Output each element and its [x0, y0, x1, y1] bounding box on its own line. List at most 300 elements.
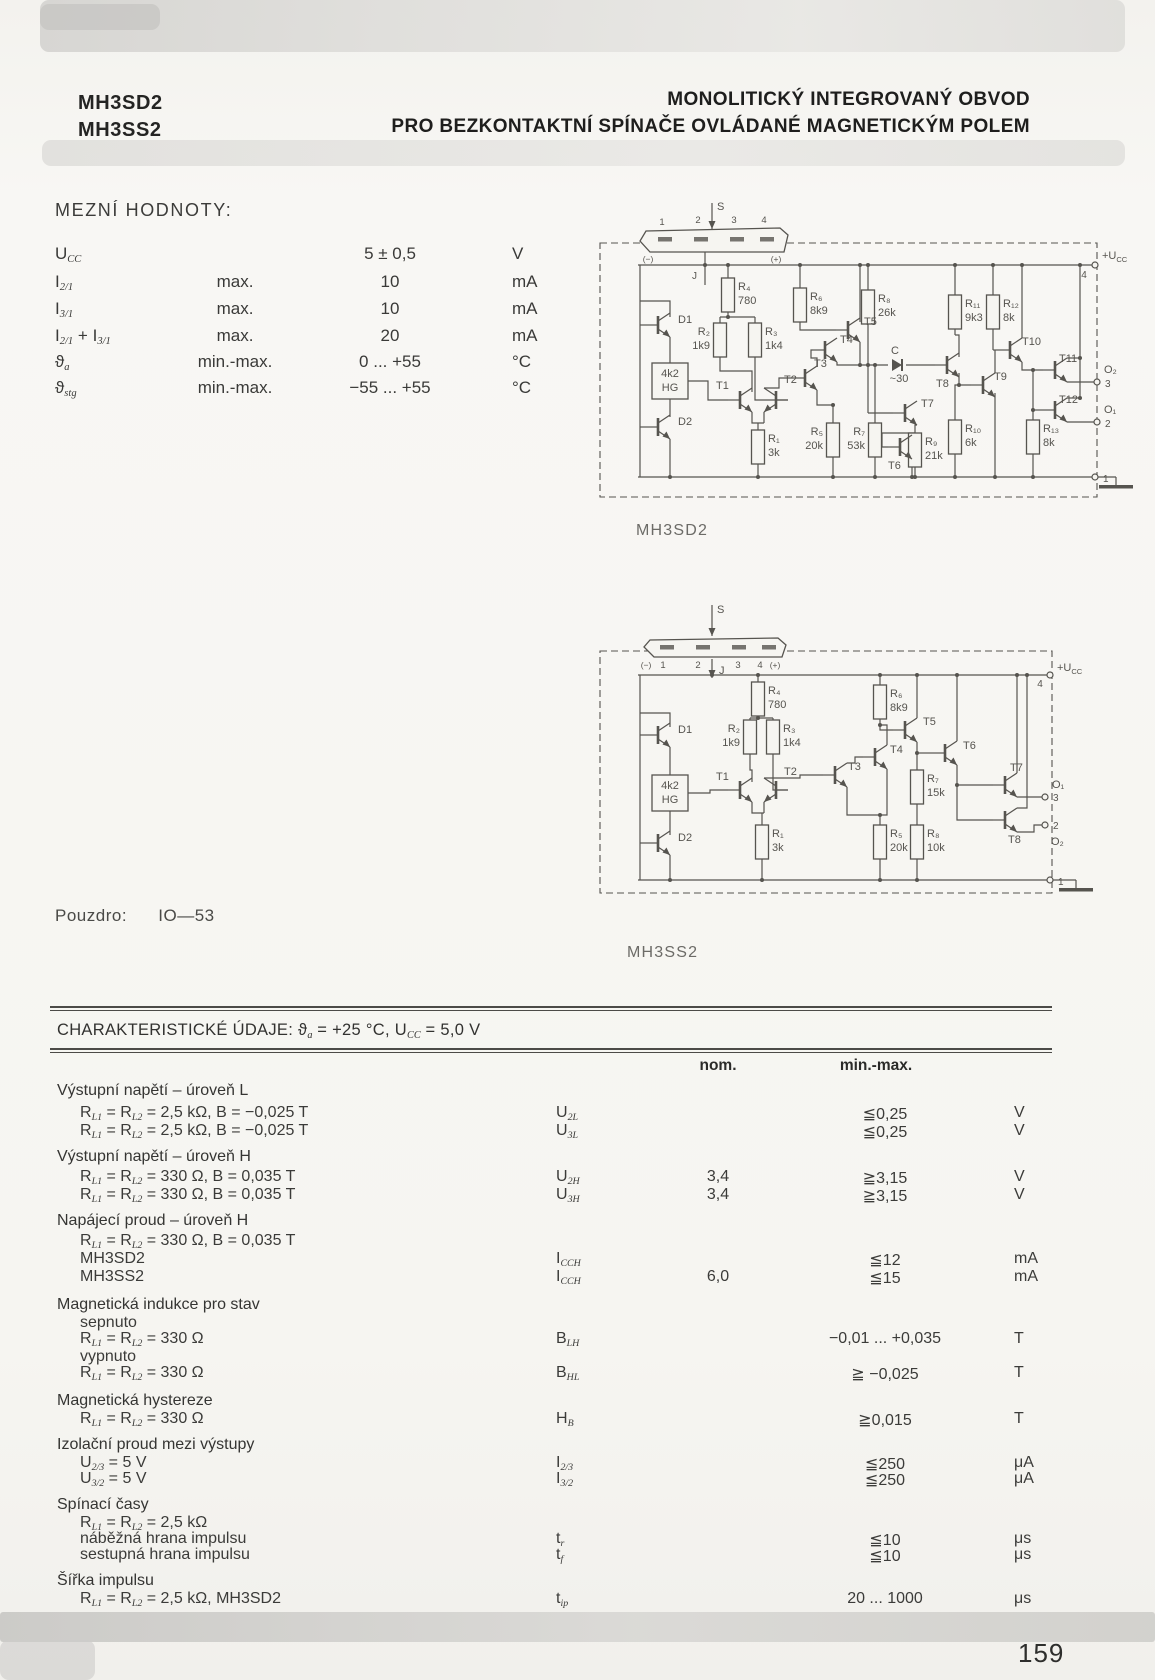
pin-label: (−) [642, 254, 654, 264]
char-minmax: ≧0,015 [858, 1412, 912, 1429]
char-condition: $U_{3/2} = 5$ V [80, 1470, 147, 1489]
component-label: D2 [678, 832, 693, 844]
part-number-2: MH3SS2 [78, 119, 162, 141]
resistor-symbol [714, 323, 727, 357]
char-unit: T [1014, 1364, 1024, 1381]
component-label: R₁₀ [965, 423, 982, 435]
char-condition: MH3SS2 [80, 1268, 145, 1285]
component-label: S [717, 201, 725, 213]
char-symbol: $I_{3/2}$ [556, 1470, 574, 1489]
wire [640, 301, 670, 317]
pin-label: 4 [1081, 270, 1087, 281]
char-row-data [0, 1104, 1155, 1124]
char-symbol: $U_{2H}$ [556, 1168, 580, 1187]
wire [800, 322, 836, 330]
schematic-mh3ss2 [590, 585, 1150, 912]
resistor-symbol [744, 720, 757, 754]
terminal [1042, 822, 1048, 828]
component-label: R₅ [810, 426, 823, 438]
char-row-data [0, 1268, 1155, 1288]
char-symbol: $H_B$ [556, 1410, 574, 1429]
resistor-symbol [911, 770, 924, 804]
char-symbol: $t_f$ [556, 1546, 564, 1565]
limit-unit: °C [512, 352, 532, 371]
package-pin [694, 237, 708, 242]
component-label: T5 [923, 716, 936, 728]
char-minmax: ≦15 [869, 1270, 901, 1287]
junction-dot [756, 673, 760, 677]
resistor-symbol [752, 430, 765, 464]
package-label-key: Pouzdro: [55, 906, 128, 925]
scan-smudge-top-left [40, 4, 160, 30]
char-row-group [0, 1296, 1155, 1316]
resistor-symbol [987, 295, 1000, 329]
limit-unit: mA [512, 326, 538, 345]
wire [837, 362, 888, 365]
char-row-sub [0, 1232, 1155, 1252]
pin-label: O₁ [1052, 779, 1065, 791]
junction-dot [913, 475, 917, 479]
char-condition: Výstupní napětí – úroveň L [57, 1082, 249, 1099]
char-row-data [0, 1470, 1155, 1490]
pin-label: 1 [1058, 877, 1064, 888]
package-pin [762, 645, 776, 650]
char-unit: μs [1014, 1546, 1032, 1563]
component-label: T3 [814, 358, 827, 370]
junction-dot [1031, 408, 1035, 412]
resistor-symbol [874, 685, 887, 719]
component-label: T3 [848, 761, 861, 773]
pin-label: (+) [769, 660, 781, 670]
package-pin [730, 237, 744, 242]
junction-dot [878, 723, 882, 727]
char-condition: Magnetická indukce pro stav [57, 1296, 260, 1313]
char-row-group [0, 1082, 1155, 1102]
char-condition: $R_{L1} = R_{L2} = 330$ Ω, B = 0,035 T [80, 1232, 296, 1251]
wire [955, 385, 959, 420]
junction-dot [866, 263, 870, 267]
pin-label: 4 [757, 660, 763, 671]
circuit-boundary [600, 651, 1052, 893]
char-symbol: $U_{2L}$ [556, 1104, 579, 1123]
component-label: 3k [768, 447, 780, 459]
pin-label: (+) [770, 254, 782, 264]
junction-dot [873, 475, 877, 479]
component-label: T12 [1059, 394, 1078, 406]
char-minmax: ≦0,25 [862, 1124, 908, 1141]
limit-qualifier: max. [216, 326, 254, 345]
resistor-symbol [794, 288, 807, 322]
component-label: 26k [878, 307, 896, 319]
pin-label: 3 [735, 660, 741, 671]
junction-dot [915, 751, 919, 755]
component-label: T1 [716, 380, 729, 392]
package-pin [658, 237, 672, 242]
terminal [1042, 794, 1048, 800]
component-label: 780 [768, 699, 787, 711]
package-label-value: IO—53 [158, 906, 215, 925]
char-row-group [0, 1148, 1155, 1168]
component-label: R₈ [878, 293, 891, 305]
junction-dot [915, 878, 919, 882]
component-label: R₁₃ [1043, 423, 1060, 435]
pin-label: 3 [1053, 793, 1059, 804]
scan-smudge-bottom-left [0, 1640, 95, 1680]
component-label: T5 [864, 316, 877, 328]
resistor-symbol [1027, 420, 1040, 454]
component-label: 6k [965, 437, 977, 449]
pin-label: (−) [640, 660, 652, 670]
pin-label: 4 [761, 215, 767, 226]
component-label: R₄ [738, 281, 751, 293]
char-symbol: $U_{3L}$ [556, 1122, 579, 1141]
char-condition: $R_{L1} = R_{L2} = 2,5$ kΩ [80, 1514, 208, 1533]
limit-qualifier: max. [216, 272, 254, 291]
char-unit: V [1014, 1168, 1025, 1185]
limit-value: 10 [380, 272, 400, 291]
limit-symbol: $ϑ_a$ [55, 352, 70, 374]
scan-band-upper [42, 140, 1125, 166]
char-row-data [0, 1122, 1155, 1142]
component-label: D1 [678, 724, 693, 736]
component-label: 1k4 [783, 737, 801, 749]
limit-symbol: $I_{2/1} + I_{3/1}$ [55, 326, 111, 348]
char-unit: μA [1014, 1470, 1034, 1487]
char-row-group [0, 1572, 1155, 1592]
component-label: R₁ [772, 828, 784, 840]
char-row-group [0, 1496, 1155, 1516]
component-label: D1 [678, 314, 693, 326]
char-condition: náběžná hrana impulsu [80, 1530, 247, 1547]
char-row-data [0, 1364, 1155, 1384]
resistor-symbol [949, 295, 962, 329]
limit-symbol: $I_{2/1}$ [55, 272, 74, 294]
char-unit: V [1014, 1186, 1025, 1203]
pin-label: 2 [1105, 419, 1111, 430]
limit-value: −55 ... +55 [349, 378, 431, 397]
junction-dot [831, 475, 835, 479]
resistor-symbol [767, 720, 780, 754]
char-condition: $R_{L1} = R_{L2} = 330$ Ω [80, 1330, 204, 1349]
char-row-group [0, 1212, 1155, 1232]
wire [752, 412, 764, 423]
pin-label: $+U_{CC}$ [1057, 662, 1083, 676]
component-label: T4 [840, 334, 853, 346]
char-row-data [0, 1590, 1155, 1610]
char-row-data [0, 1410, 1155, 1430]
component-label: 780 [738, 295, 757, 307]
resistor-symbol [722, 278, 735, 312]
char-condition: Šířka impulsu [57, 1572, 154, 1589]
pin-label: $+U_{CC}$ [1102, 250, 1128, 264]
wire [880, 725, 887, 745]
char-minmax: ≧ −0,025 [851, 1366, 919, 1383]
char-condition: Magnetická hystereze [57, 1392, 213, 1409]
component-label: 9k3 [965, 312, 983, 324]
char-row-data [0, 1186, 1155, 1206]
page-title-line1: MONOLITICKÝ INTEGROVANÝ OBVOD [667, 89, 1030, 110]
package-label [55, 906, 215, 926]
component-label: T7 [1010, 762, 1023, 774]
char-symbol: $B_{HL}$ [556, 1364, 580, 1383]
char-condition: Spínací časy [57, 1496, 149, 1513]
junction-dot [756, 475, 760, 479]
limit-symbol: $ϑ_{stg}$ [55, 378, 77, 400]
limit-unit: mA [512, 272, 538, 291]
char-symbol: $t_{ip}$ [556, 1590, 569, 1609]
junction-dot [955, 673, 959, 677]
char-minmax: ≦0,25 [862, 1106, 908, 1123]
component-label: 21k [925, 450, 943, 462]
junction-dot [668, 878, 672, 882]
pin-label: 1 [1103, 474, 1109, 485]
component-label: 8k [1043, 437, 1055, 449]
terminal [1094, 379, 1100, 385]
char-condition: $U_{2/3} = 5$ V [80, 1454, 147, 1473]
pin-label: O₁ [1104, 404, 1117, 416]
pin-label: O₂ [1051, 836, 1064, 848]
junction-dot [957, 383, 961, 387]
char-unit: μs [1014, 1530, 1032, 1547]
char-row-data [0, 1546, 1155, 1566]
wire [640, 713, 670, 727]
component-label: 20k [890, 842, 908, 854]
char-condition: $R_{L1} = R_{L2} = 330$ Ω [80, 1410, 204, 1429]
component-label: R₁₂ [1003, 298, 1019, 310]
component-label: T9 [994, 371, 1007, 383]
junction-dot [878, 813, 882, 817]
char-condition: $R_{L1} = R_{L2} = 330$ Ω, B = 0,035 T [80, 1186, 296, 1205]
wire [959, 373, 971, 385]
limit-symbol: $I_{3/1}$ [55, 299, 74, 321]
char-symbol: $I_{2/3}$ [556, 1454, 574, 1473]
component-label: 1k4 [765, 340, 783, 352]
junction-dot [1031, 475, 1035, 479]
component-label: 8k9 [890, 702, 908, 714]
wire [880, 769, 887, 815]
char-minmax: ≦250 [864, 1472, 906, 1489]
package-pin [660, 645, 674, 650]
junction-dot [953, 263, 957, 267]
wire [752, 802, 764, 813]
component-label: R₅ [890, 828, 903, 840]
resistor-symbol [756, 825, 769, 859]
junction-dot [993, 475, 997, 479]
limit-value: 20 [380, 326, 400, 345]
char-condition: sestupná hrana impulsu [80, 1546, 250, 1563]
pin-label: 3 [731, 215, 737, 226]
junction-dot [878, 878, 882, 882]
column-header-minmax: min.-max. [839, 1057, 913, 1074]
component-label: 1k9 [692, 340, 710, 352]
wire [957, 765, 993, 820]
resistor-symbol [874, 825, 887, 859]
char-unit: V [1014, 1104, 1025, 1121]
component-label: T4 [890, 744, 903, 756]
component-label: T2 [784, 766, 797, 778]
junction-dot [760, 878, 764, 882]
char-condition: $R_{L1} = R_{L2} = 2,5$ kΩ, B = −0,025 T [80, 1104, 309, 1123]
table-rule-mid-2 [50, 1052, 1052, 1053]
pin-label: 2 [695, 215, 701, 226]
table-rule-top-2 [50, 1010, 1052, 1011]
part-number-1: MH3SD2 [78, 92, 163, 114]
limit-qualifier: max. [216, 299, 254, 318]
char-row-group [0, 1392, 1155, 1412]
schematic-caption-mh3sd2: MH3SD2 [636, 522, 709, 539]
char-row-data [0, 1250, 1155, 1270]
char-unit: μs [1014, 1590, 1032, 1607]
char-row-data [0, 1330, 1155, 1350]
char-minmax: −0,01 ... +0,035 [828, 1330, 942, 1347]
junction-dot [858, 363, 862, 367]
junction-dot [1078, 263, 1082, 267]
scan-band-bottom [0, 1612, 1155, 1642]
char-minmax: ≧3,15 [862, 1170, 908, 1187]
component-label: R₇ [927, 773, 939, 785]
pin-label: 4 [1037, 679, 1043, 690]
resistor-symbol [909, 433, 922, 467]
char-condition: Izolační proud mezi výstupy [57, 1436, 255, 1453]
component-label: J [719, 665, 725, 677]
junction-dot [873, 363, 877, 367]
junction-dot [955, 783, 959, 787]
junction-dot [866, 363, 870, 367]
terminal [1094, 419, 1100, 425]
junction-dot [710, 673, 714, 677]
limit-value: 10 [380, 299, 400, 318]
component-label: T8 [1008, 834, 1021, 846]
component-label: T6 [888, 460, 901, 472]
limit-qualifier: min.-max. [197, 378, 273, 397]
char-condition: MH3SD2 [80, 1250, 145, 1267]
component-label: R₂ [727, 723, 740, 735]
terminal [1047, 672, 1053, 678]
component-label: R₃ [765, 326, 778, 338]
junction-dot [915, 673, 919, 677]
component-label: T8 [936, 378, 949, 390]
component-label: T10 [1022, 336, 1041, 348]
component-label: T11 [1059, 353, 1078, 365]
component-label: 53k [847, 440, 865, 452]
component-label: R₈ [927, 828, 940, 840]
component-label: R₆ [890, 688, 903, 700]
junction-dot [1020, 263, 1024, 267]
junction-dot [991, 263, 995, 267]
char-row-data [0, 1168, 1155, 1188]
char-row-group [0, 1436, 1155, 1456]
wire [915, 425, 917, 433]
pin-label: 2 [1053, 821, 1059, 832]
resistor-symbol [827, 423, 840, 457]
char-unit: μA [1014, 1454, 1034, 1471]
junction-dot [703, 263, 707, 267]
char-symbol: $t_r$ [556, 1530, 565, 1549]
char-unit: V [1014, 1122, 1025, 1139]
limit-value: 5 ± 0,5 [364, 244, 416, 263]
junction-dot [1078, 356, 1082, 360]
limit-unit: °C [512, 378, 532, 397]
limit-value: 0 ... +55 [359, 352, 421, 371]
resistor-symbol [869, 423, 882, 457]
component-label: S [717, 604, 725, 616]
limit-symbol: $U_{CC}$ [55, 244, 82, 266]
resistor-symbol [911, 825, 924, 859]
pin-label: 2 [695, 660, 701, 671]
component-label: R₁ [768, 433, 780, 445]
pin-label: 3 [1105, 379, 1111, 390]
component-label: R₃ [783, 723, 796, 735]
component-label: C [891, 345, 899, 357]
junction-dot [1031, 368, 1035, 372]
component-label: ~30 [889, 373, 909, 385]
wire [688, 790, 728, 793]
page-number: 159 [1018, 1638, 1065, 1668]
component-label: 8k9 [810, 305, 828, 317]
char-unit: mA [1014, 1268, 1038, 1285]
junction-dot [1078, 396, 1082, 400]
char-nominal: 6,0 [706, 1268, 730, 1285]
char-minmax: ≦12 [869, 1252, 901, 1269]
pin-label: 1 [660, 660, 666, 671]
junction-dot [858, 263, 862, 267]
component-label: R₄ [768, 685, 781, 697]
char-symbol: $I_{CCH}$ [556, 1268, 581, 1287]
junction-dot [726, 263, 730, 267]
char-unit: T [1014, 1330, 1024, 1347]
junction-dot [831, 403, 835, 407]
component-label: R₇ [853, 426, 865, 438]
table-rule-mid-1 [50, 1048, 1052, 1050]
char-minmax: 20 ... 1000 [847, 1590, 923, 1607]
schematic-caption-mh3ss2: MH3SS2 [627, 944, 699, 961]
char-condition: sepnuto [80, 1314, 137, 1331]
junction-dot [798, 263, 802, 267]
circuit-diagram-mh3sd2 [590, 195, 1150, 507]
char-condition: $R_{L1} = R_{L2} = 2,5$ kΩ, B = −0,025 T [80, 1122, 309, 1141]
char-condition: $R_{L1} = R_{L2} = 330$ Ω [80, 1364, 204, 1383]
pin-label: O₂ [1104, 364, 1117, 376]
char-symbol: $I_{CCH}$ [556, 1250, 581, 1269]
junction-dot [1015, 673, 1019, 677]
circuit-diagram-mh3ss2 [590, 585, 1150, 907]
package-pin [732, 645, 746, 650]
pin-label: 1 [659, 217, 665, 228]
limit-unit: mA [512, 299, 538, 318]
component-label: HG [661, 382, 679, 394]
resistor-symbol [749, 323, 762, 357]
limit-qualifier: min.-max. [197, 352, 273, 371]
component-label: T6 [963, 740, 976, 752]
junction-dot [726, 315, 730, 319]
terminal [1092, 262, 1098, 268]
junction-dot [756, 716, 760, 720]
component-label: 20k [805, 440, 823, 452]
resistor-symbol [949, 420, 962, 454]
page-title-line2: PRO BEZKONTAKTNÍ SPÍNAČE OVLÁDANÉ MAGNETICKÝM POLEM [391, 116, 1030, 137]
char-unit: mA [1014, 1250, 1038, 1267]
component-label: T2 [784, 374, 797, 386]
component-label: 3k [772, 842, 784, 854]
pin-label: J [692, 271, 697, 282]
junction-dot [953, 475, 957, 479]
resistor-symbol [752, 682, 765, 716]
component-label: R₆ [810, 291, 823, 303]
component-label: R₂ [697, 326, 710, 338]
junction-dot [668, 475, 672, 479]
characteristics-heading: CHARAKTERISTICKÉ ÚDAJE: $ϑ_a = +25$ °C, $U_{CC} = 5,0$ V [57, 1021, 481, 1042]
table-rule-top-1 [50, 1006, 1052, 1008]
